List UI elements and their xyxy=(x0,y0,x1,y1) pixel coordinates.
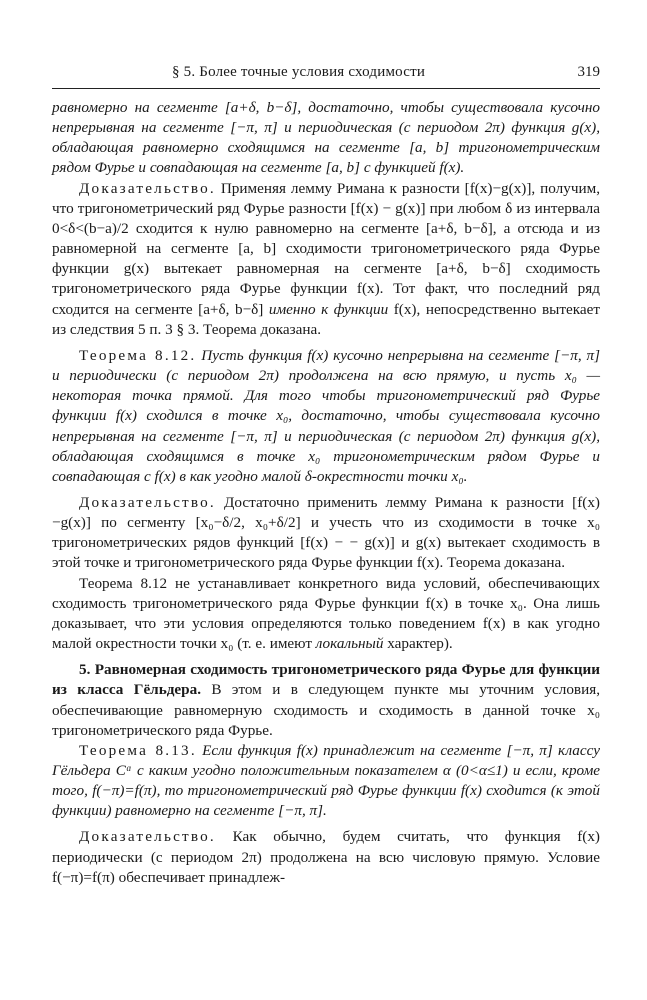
remark-paragraph xyxy=(52,574,600,655)
theorem-8-12 xyxy=(52,346,600,487)
page-number: 319 xyxy=(577,64,600,80)
remark-text: Теорема 8.12 не устанавливает конкретного вида условий, обеспечивающих сходимость тригонометрического ряда Фурье функции f(x) в точке x₀. Она лишь доказывает, что эти условия определяются только поведением f(x) в как угодно малой окрестности точки x₀ (т. е. имеют xyxy=(52,574,600,653)
section-5 xyxy=(52,660,600,741)
theorem-continuation: равномерно на сегменте [a+δ, b−δ], достаточно, чтобы существовала кусочно непрерывная на сегменте [−π, π] и периодическая (с периодом 2π) функция g(x), обладающая равномерно сходящимся на сегменте [a, b] тригонометрическим рядом Фурье и совпадающая на сегменте [a, b] с функцией f(x). xyxy=(52,99,600,177)
proof-text: Применяя лемму Римана к разности [f(x)−g(x)], получим, что тригонометрический ряд Фурье разности [f(x) − g(x)] при любом δ из интервала 0<δ<(b−a)/2 сходится к нулю равномерно на сегменте [a+δ, b−δ], а отсюда и из равномерной на сегменте [a, b] сходимости тригонометрического ряда Фурье функции g(x) вытекает равномерная на сегменте [a+δ, b−δ] сходимость тригонометрического ряда Фурье функции f(x). Тот факт, что последний ряд сходится на сегменте [a+δ, b−δ] xyxy=(52,179,600,318)
proof-paragraph xyxy=(52,827,600,887)
section-heading: 5. Равномерная сходимость тригонометрического ряда Фурье для функции из класса Гёльдера. xyxy=(52,661,600,699)
proof-emphasis: именно к функции xyxy=(268,300,389,318)
theorem-label: Теорема 8.13. xyxy=(79,741,197,759)
proof-text: Как обычно, будем считать, что функция f(x) периодически (с периодом 2π) продолжена на всю числовую прямую. Условие f(−π)=f(π) обеспечивает принадлеж- xyxy=(52,828,600,886)
theorem-8-13 xyxy=(52,741,600,822)
header-rule xyxy=(52,88,600,89)
theorem-statement: Пусть функция f(x) кусочно непрерывна на сегменте [−π, π] и периодически (с периодом 2π) продолжена на всю прямую, и пусть x₀ — некоторая точка прямой. Для того чтобы тригонометрический ряд Фурье функции f(x) сходился в точке x₀, достаточно, чтобы существовала кусочно непрерывная на сегменте [−π, π] и периодическая (с периодом 2π) функция g(x), обладающая сходящимся в точке x₀ тригонометрическим рядом Фурье и совпадающая с f(x) в как угодно малой δ-окрестности точки x₀. xyxy=(52,346,600,485)
page-body xyxy=(52,98,600,888)
header-title: § 5. Более точные условия сходимости xyxy=(172,64,426,80)
proof-paragraph xyxy=(52,179,600,340)
proof-label: Доказательство. xyxy=(79,493,216,511)
theorem-statement: Если функция f(x) принадлежит на сегменте [−π, π] классу Гёльдера Cᵅ с каким угодно положительным показателем α (0<α≤1) и если, кроме того, f(−π)=f(π), то тригонометрический ряд Фурье функции f(x) сходится (к этой функции) равномерно на сегменте [−π, π]. xyxy=(52,741,600,820)
proof-text-end: f(x), непосредственно вытекает из следствия 5 п. 3 § 3. Теорема доказана. xyxy=(52,300,600,338)
theorem-label: Теорема 8.12. xyxy=(79,346,197,364)
proof-paragraph xyxy=(52,493,600,574)
section-text: В этом и в следующем пункте мы уточним условия, обеспечивающие равномерную сходимость и сходимость в данной точке x₀ тригонометрического ряда Фурье. xyxy=(52,681,600,739)
running-header xyxy=(52,62,600,84)
remark-emphasis: локальный xyxy=(315,635,384,653)
proof-text: Достаточно применить лемму Римана к разности [f(x)−g(x)] по сегменту [x₀−δ/2, x₀+δ/2] и учесть что из сходимости в точке x₀ тригонометрических рядов функций [f(x) − − g(x)] и g(x) вытекает сходимость в этой точке и тригонометрического ряда Фурье функции f(x). Теорема доказана. xyxy=(52,493,600,572)
remark-text-end: характер). xyxy=(383,635,453,653)
proof-label: Доказательство. xyxy=(79,828,216,846)
proof-label: Доказательство. xyxy=(79,179,216,197)
